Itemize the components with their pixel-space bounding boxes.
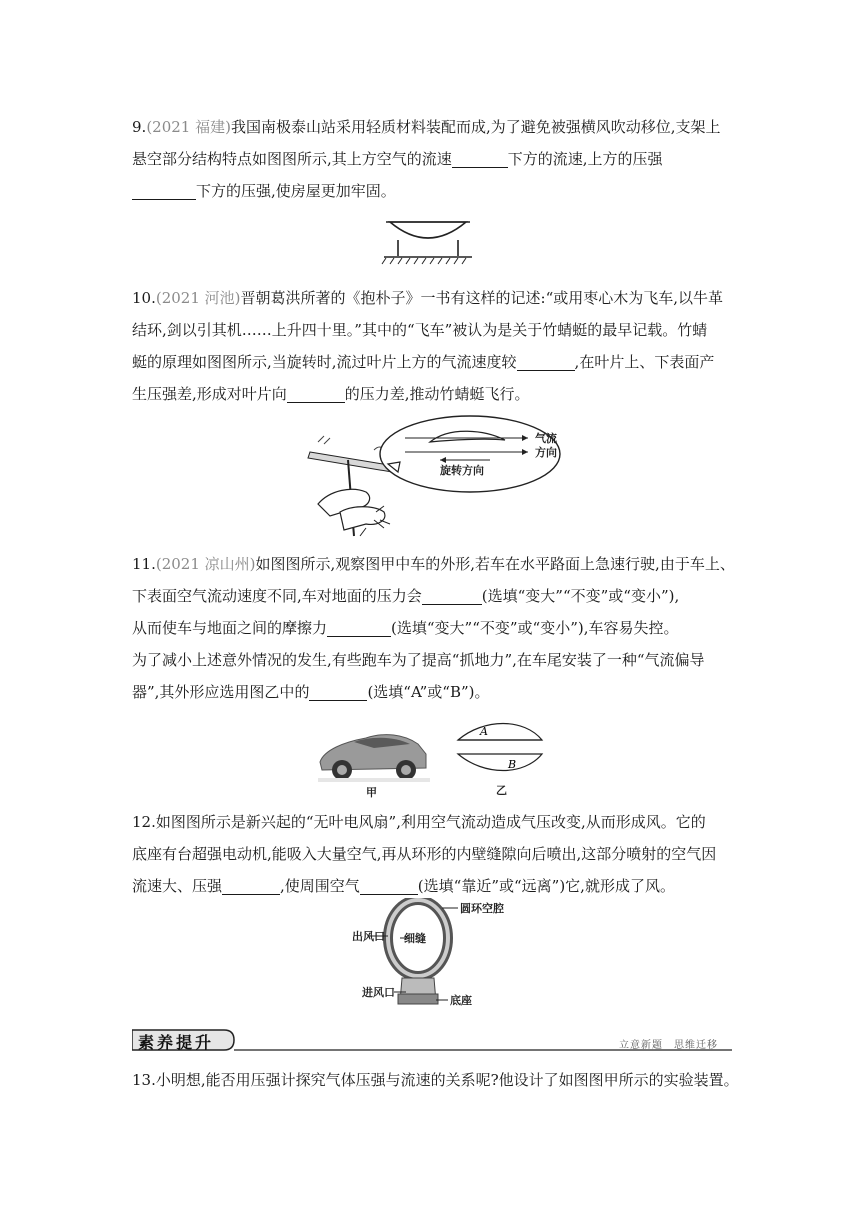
label-outlet: 出风口 [352,930,385,943]
label-rotation: 旋转方向 [440,464,484,477]
answer-blank[interactable] [452,149,508,168]
label-base: 底座 [450,994,472,1007]
banner-title: 素养提升 [138,1033,215,1052]
answer-blank[interactable] [132,181,196,200]
answer-blank[interactable] [222,876,280,895]
question-12: 12.如图图所示是新兴起的“无叶电风扇”,利用空气流动造成气压改变,从而形成风。它的 底座有台超强电动机,能吸入大量空气,再从环形的内壁缝隙向后喷出,这部分喷射的空气因 流速大、压强 ,使周围空气 (选填“靠近”或“远离”)它,就形成了风。 [132,813,717,895]
label-shape-b: B [508,758,517,771]
answer-blank[interactable] [309,682,367,701]
q10-source: (2021 河池) [155,289,241,307]
question-11: 11.(2021 凉山州)如图图所示,观察图甲中车的外形,若车在水平路面上急速行驶,由于车上、 下表面空气流动速度不同,车对地面的压力会 (选填“变大”“不变”或“变小”), 从而使车与地面之间的摩擦力 (选填“变大”“不变”或“变小”),车容易失控。 为了减小上述意外情况的发生,有些跑车为了提高“抓地力”,在车尾安装了一种“气流偏导 器”,其外形应选用图乙中的 (选填“A”或“B”)。 [132,555,735,701]
q13-number: 13. [132,1071,156,1089]
q12-number: 12. [132,813,156,831]
figure-antarctic-station [378,210,478,270]
answer-blank[interactable] [360,876,418,895]
label-airflow-1: 气流 [535,432,557,445]
label-shape-a: A [480,725,488,738]
car-image [318,735,430,782]
q11-source: (2021 凉山州) [155,555,256,573]
label-inlet: 进风口 [362,986,395,999]
q9-source: (2021 福建) [146,118,231,136]
q9-line3: 下方的压强,使房屋更加牢固。 [132,175,742,207]
label-jia: 甲 [366,786,377,799]
figure-bamboo-dragonfly [300,408,570,540]
label-ring-cavity: 圆环空腔 [460,902,504,915]
question-13: 13.小明想,能否用压强计探究气体压强与流速的关系呢?他设计了如图图甲所示的实验装置。 [132,1071,739,1089]
answer-blank[interactable] [422,586,482,605]
question-10: 10.(2021 河池)晋朝葛洪所著的《抱朴子》一书有这样的记述:“或用枣心木为飞车,以牛革 结环,剑以引其机……上升四十里。”其中的“飞车”被认为是关于竹蜻蜓的最早记载。竹蜻 蜓的原理如图图所示,当旋转时,流过叶片上方的气流速度较 ,在叶片上、下表面产 生压强差,形成对叶片向 的压力差,推动竹蜻蜓飞行。 [132,289,724,403]
question-9 [132,111,742,207]
figure-car-and-deflector [314,720,554,800]
q11-number: 11. [132,555,156,573]
label-slit: 细缝 [404,932,426,945]
section-banner [132,1026,732,1056]
q10-number: 10. [132,289,156,307]
figure-bladeless-fan [350,898,520,1014]
answer-blank[interactable] [517,352,575,371]
answer-blank[interactable] [287,384,345,403]
banner-subtitle: 立意新题 思维迁移 [619,1040,718,1051]
q9-line1: 9.(2021 福建)我国南极泰山站采用轻质材料装配而成,为了避免被强横风吹动移位,支架上 [132,118,721,136]
label-yi: 乙 [496,784,507,797]
answer-blank[interactable] [327,618,391,637]
deflector-shapes [458,724,542,771]
q9-number: 9. [132,118,147,136]
q9-line2: 悬空部分结构特点如图图所示,其上方空气的流速 下方的流速,上方的压强 [132,150,663,168]
label-airflow-2: 方向 [535,446,557,459]
